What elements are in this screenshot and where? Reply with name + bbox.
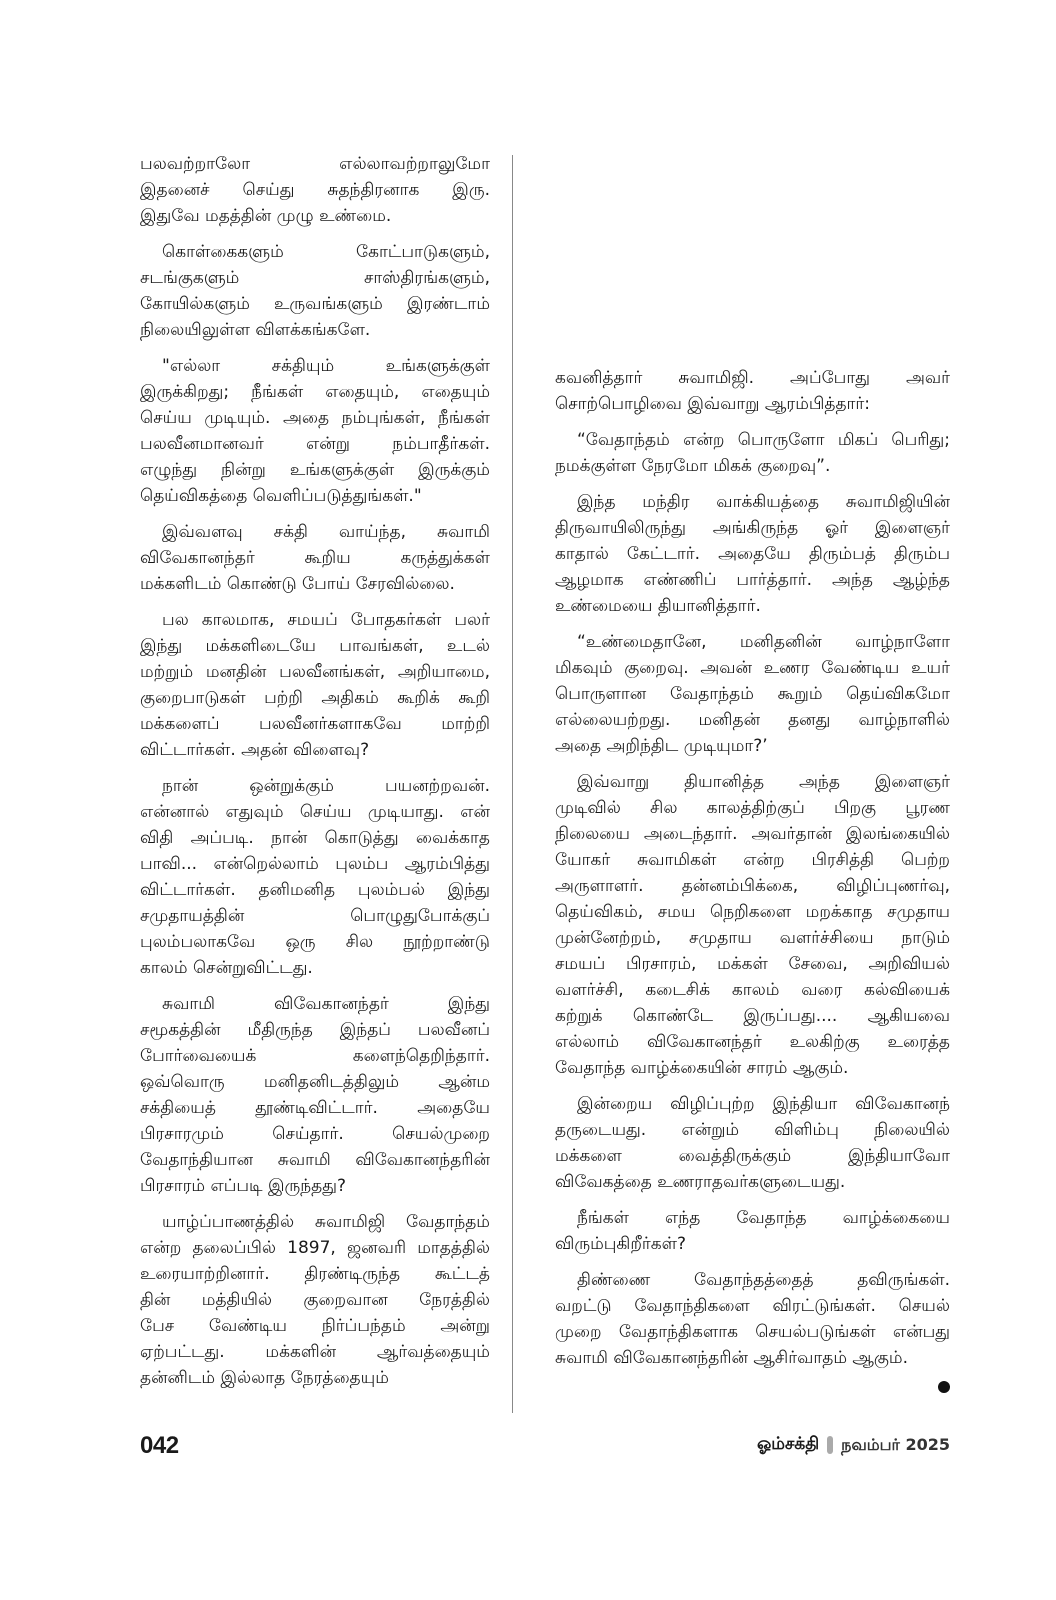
text-line: இவ்வளவு சக்தி வாய்ந்த, சுவாமி bbox=[162, 522, 490, 542]
issue-date: நவம்பர் 2025 bbox=[841, 1434, 950, 1454]
text-line: இவ்வாறு தியானித்த அந்த இளைஞர் bbox=[577, 772, 950, 792]
paragraph bbox=[140, 151, 490, 229]
right-column bbox=[555, 365, 950, 1393]
text-line: சுவாமி விவேகானந்தர் இந்து bbox=[162, 994, 490, 1014]
text-line: மக்களை வைத்திருக்கும் இந்தியாவோ bbox=[555, 1146, 950, 1166]
text-line: விதி அப்படி. நான் கொடுத்து வைக்காத bbox=[140, 828, 490, 848]
text-line: எழுந்து நின்று உங்களுக்குள் இருக்கும் bbox=[140, 460, 490, 480]
paragraph bbox=[140, 773, 490, 981]
text-line: நான் ஒன்றுக்கும் பயனற்றவன். bbox=[162, 776, 490, 796]
text-line: கொள்கைகளும் கோட்பாடுகளும், bbox=[162, 242, 490, 262]
paragraph bbox=[140, 353, 490, 509]
text-line: மிகவும் குறைவு. அவன் உணர வேண்டிய உயர் bbox=[555, 658, 950, 678]
text-line: சமுதாயத்தின் பொழுதுபோக்குப் bbox=[140, 906, 490, 926]
text-line: ஆழமாக எண்ணிப் பார்த்தார். அந்த ஆழ்ந்த bbox=[555, 570, 950, 590]
text-line: இருக்கிறது; நீங்கள் எதையும், எதையும் bbox=[140, 382, 490, 402]
footer-masthead bbox=[757, 1434, 950, 1456]
text-line: தெய்விகம், சமய நெறிகளை மறக்காத சமுதாய bbox=[555, 902, 950, 922]
text-line: காதால் கேட்டார். அதையே திரும்பத் திரும்ப bbox=[555, 544, 950, 564]
text-line: சக்தியைத் தூண்டிவிட்டார். அதையே bbox=[140, 1098, 490, 1118]
paragraph bbox=[555, 489, 950, 619]
paragraph bbox=[140, 519, 490, 597]
text-line: ஒவ்வொரு மனிதனிடத்திலும் ஆன்ம bbox=[140, 1072, 490, 1092]
text-line: அதை அறிந்திட முடியுமா?’ bbox=[555, 736, 768, 756]
text-line: எல்லையற்றது. மனிதன் தனது வாழ்நாளில் bbox=[555, 710, 950, 730]
text-line: விவேகத்தை உணராதவர்களுடையது. bbox=[555, 1172, 846, 1192]
text-line: இன்றைய விழிப்புற்ற இந்தியா விவேகானந் bbox=[577, 1094, 950, 1114]
text-line: வளர்ச்சி, கடைசிக் காலம் வரை கல்வியைக் bbox=[555, 980, 950, 1000]
text-line: பேச வேண்டிய நிர்ப்பந்தம் அன்று bbox=[140, 1316, 490, 1336]
paragraph bbox=[555, 1205, 950, 1257]
text-line: விட்டார்கள். தனிமனித புலம்பல் இந்து bbox=[140, 880, 490, 900]
text-line: பலவீனமானவர் என்று நம்பாதீர்கள். bbox=[140, 434, 490, 454]
text-line: பிரசாரம் எப்படி இருந்தது? bbox=[140, 1176, 346, 1196]
text-line: விட்டார்கள். அதன் விளைவு? bbox=[140, 740, 370, 760]
text-line: உரையாற்றினார். திரண்டிருந்த கூட்டத் bbox=[140, 1264, 490, 1284]
text-line: யோகர் சுவாமிகள் என்ற பிரசித்தி பெற்ற bbox=[555, 850, 950, 870]
text-line: இதுவே மதத்தின் முழு உண்மை. bbox=[140, 206, 392, 226]
text-line: பாவி... என்றெல்லாம் புலம்ப ஆரம்பித்து bbox=[140, 854, 490, 874]
text-line: பிரசாரமும் செய்தார். செயல்முறை bbox=[140, 1124, 490, 1144]
paragraph bbox=[555, 365, 950, 417]
text-line: மக்களிடம் கொண்டு போய் சேரவில்லை. bbox=[140, 574, 455, 594]
text-line: திருவாயிலிருந்து அங்கிருந்த ஓர் இளைஞர் bbox=[555, 518, 950, 538]
text-line: பொருளான வேதாந்தம் கூறும் தெய்விகமோ bbox=[555, 684, 950, 704]
text-line: செய்ய முடியும். அதை நம்புங்கள், நீங்கள் bbox=[140, 408, 490, 428]
text-line: “உண்மைதானே, மனிதனின் வாழ்நாளோ bbox=[577, 632, 950, 652]
footer-separator bbox=[827, 1436, 833, 1454]
paragraph bbox=[555, 1091, 950, 1195]
text-line: கோயில்களும் உருவங்களும் இரண்டாம் bbox=[140, 294, 490, 314]
text-line: சமயப் பிரசாரம், மக்கள் சேவை, அறிவியல் bbox=[555, 954, 950, 974]
paragraph bbox=[140, 1209, 490, 1391]
text-line: அருளாளர். தன்னம்பிக்கை, விழிப்புணர்வு, bbox=[555, 876, 950, 896]
text-line: நமக்குள்ள நேரமோ மிகக் குறைவு”. bbox=[555, 456, 831, 476]
text-line: வறட்டு வேதாந்திகளை விரட்டுங்கள். செயல் bbox=[555, 1296, 950, 1316]
text-line: வேதாந்த வாழ்க்கையின் சாரம் ஆகும். bbox=[555, 1058, 849, 1078]
paragraph bbox=[555, 629, 950, 759]
text-line: இந்த மந்திர வாக்கியத்தை சுவாமிஜியின் bbox=[577, 492, 950, 512]
text-line: இந்து மக்களிடையே பாவங்கள், உடல் bbox=[140, 636, 490, 656]
text-line: தின் மத்தியில் குறைவான நேரத்தில் bbox=[140, 1290, 490, 1310]
paragraph bbox=[555, 769, 950, 1081]
text-line: மக்களைப் பலவீனர்களாகவே மாற்றி bbox=[140, 714, 490, 734]
text-line: உண்மையை தியானித்தார். bbox=[555, 596, 761, 616]
text-line: முன்னேற்றம், சமுதாய வளர்ச்சியை நாடும் bbox=[555, 928, 950, 948]
text-line: பலவற்றாலோ எல்லாவற்றாலுமோ bbox=[140, 154, 490, 174]
text-line: ஏற்பட்டது. மக்களின் ஆர்வத்தையும் bbox=[140, 1342, 490, 1362]
text-line: கவனித்தார் சுவாமிஜி. அப்போது அவர் bbox=[555, 368, 950, 388]
text-line: விவேகானந்தர் கூறிய கருத்துக்கள் bbox=[140, 548, 490, 568]
text-line: தருடையது. என்றும் விளிம்பு நிலையில் bbox=[555, 1120, 950, 1140]
text-line: குறைபாடுகள் பற்றி அதிகம் கூறிக் கூறி bbox=[140, 688, 490, 708]
magazine-name: ஓம்சக்தி bbox=[757, 1434, 820, 1454]
text-line: நிலையிலுள்ள விளக்கங்களே. bbox=[140, 320, 371, 340]
column-divider bbox=[512, 155, 513, 1413]
text-line: விரும்புகிறீர்கள்? bbox=[555, 1234, 686, 1254]
text-line: சுவாமி விவேகானந்தரின் ஆசிர்வாதம் ஆகும். bbox=[555, 1348, 908, 1368]
text-line: நீங்கள் எந்த வேதாந்த வாழ்க்கையை bbox=[577, 1208, 950, 1228]
text-line: போர்வையைக் களைந்தெறிந்தார். bbox=[140, 1046, 490, 1066]
article-end-bullet-icon bbox=[938, 1381, 950, 1393]
paragraph bbox=[555, 1267, 950, 1371]
text-line: என்னால் எதுவும் செய்ய முடியாது. என் bbox=[140, 802, 490, 822]
text-line: திண்ணை வேதாந்தத்தைத் தவிருங்கள். bbox=[577, 1270, 950, 1290]
text-line: தெய்விகத்தை வெளிப்படுத்துங்கள்." bbox=[140, 486, 422, 506]
left-column bbox=[140, 151, 490, 1401]
text-line: "எல்லா சக்தியும் உங்களுக்குள் bbox=[162, 356, 490, 376]
text-line: யாழ்ப்பாணத்தில் சுவாமிஜி வேதாந்தம் bbox=[162, 1212, 490, 1232]
text-line: வேதாந்தியான சுவாமி விவேகானந்தரின் bbox=[140, 1150, 490, 1170]
text-line: “வேதாந்தம் என்ற பொருளோ மிகப் பெரிது; bbox=[577, 430, 950, 450]
text-line: முறை வேதாந்திகளாக செயல்படுங்கள் என்பது bbox=[555, 1322, 950, 1342]
page-number: 042 bbox=[140, 1432, 179, 1459]
text-line: காலம் சென்றுவிட்டது. bbox=[140, 958, 313, 978]
text-line: சமூகத்தின் மீதிருந்த இந்தப் பலவீனப் bbox=[140, 1020, 490, 1040]
text-line: சடங்குகளும் சாஸ்திரங்களும், bbox=[140, 268, 490, 288]
paragraph bbox=[555, 427, 950, 479]
text-line: தன்னிடம் இல்லாத நேரத்தையும் bbox=[140, 1368, 389, 1388]
text-line: நிலையை அடைந்தார். அவர்தான் இலங்கையில் bbox=[555, 824, 950, 844]
paragraph bbox=[140, 991, 490, 1199]
paragraph bbox=[140, 239, 490, 343]
text-line: கற்றுக் கொண்டே இருப்பது.... ஆகியவை bbox=[555, 1006, 950, 1026]
paragraph bbox=[140, 607, 490, 763]
text-line: எல்லாம் விவேகானந்தர் உலகிற்கு உரைத்த bbox=[555, 1032, 950, 1052]
text-line: பல காலமாக, சமயப் போதகர்கள் பலர் bbox=[162, 610, 490, 630]
text-line: என்ற தலைப்பில் 1897, ஜனவரி மாதத்தில் bbox=[140, 1238, 490, 1258]
text-line: முடிவில் சில காலத்திற்குப் பிறகு பூரண bbox=[555, 798, 950, 818]
text-line: மற்றும் மனதின் பலவீனங்கள், அறியாமை, bbox=[140, 662, 490, 682]
text-line: சொற்பொழிவை இவ்வாறு ஆரம்பித்தார்: bbox=[555, 394, 871, 414]
text-line: புலம்பலாகவே ஒரு சில நூற்றாண்டு bbox=[140, 932, 490, 952]
text-line: இதனைச் செய்து சுதந்திரனாக இரு. bbox=[140, 180, 490, 200]
